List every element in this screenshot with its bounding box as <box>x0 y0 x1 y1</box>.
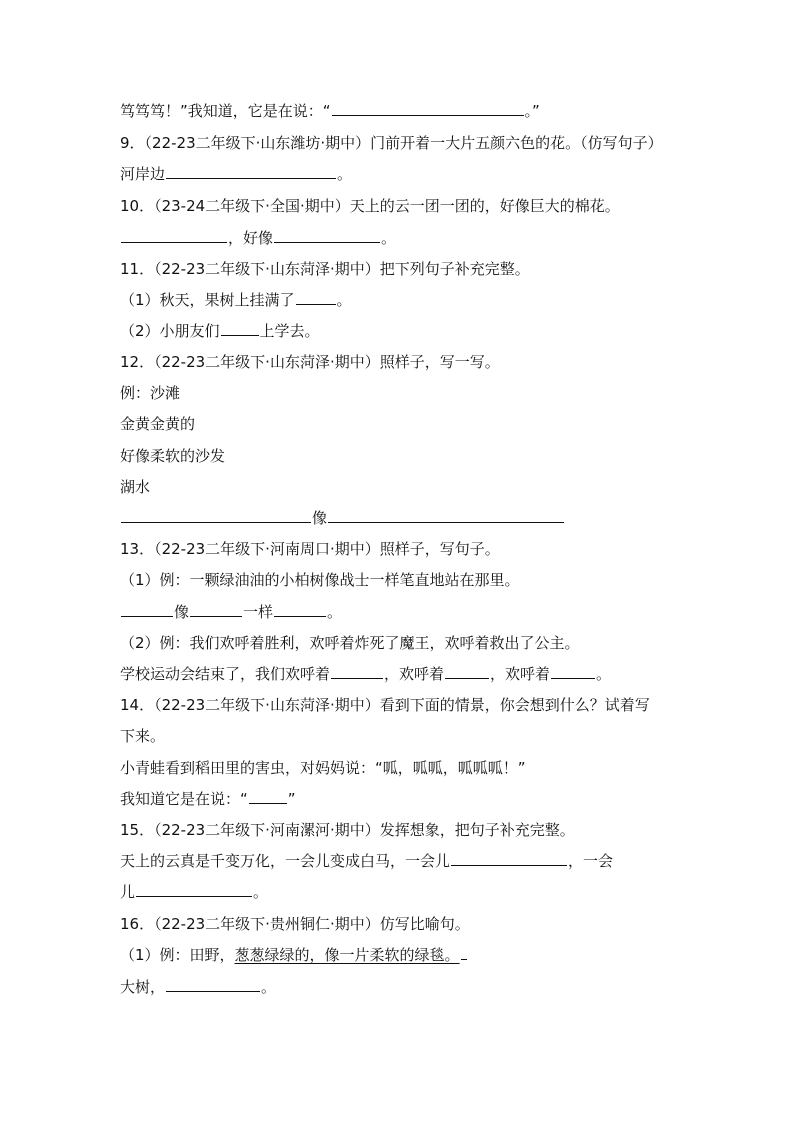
q15-sentence: 天上的云真是千变万化，一会儿变成白马，一会儿 ，一会 <box>120 852 614 870</box>
answer-blank[interactable] <box>136 881 252 897</box>
answer-blank[interactable] <box>331 663 383 679</box>
q14-scene: 小青蛙看到稻田里的害虫，对妈妈说：“呱，呱呱，呱呱呱！” <box>120 759 526 777</box>
q13-example1: （1）例：一颗绿油油的小柏树像战士一样笔直地站在那里。 <box>120 571 520 589</box>
q9-answer-line: 河岸边 。 <box>120 165 353 183</box>
q15-prompt: 15．（22-23二年级下·河南漯河·期中）发挥想象，把句子补充完整。 <box>120 821 575 839</box>
answer-blank[interactable] <box>121 227 227 243</box>
answer-blank[interactable] <box>121 507 311 523</box>
answer-blank[interactable] <box>332 100 524 116</box>
answer-blank[interactable] <box>296 289 336 305</box>
answer-blank[interactable] <box>249 788 287 804</box>
q12-prompt: 12．（22-23二年级下·山东菏泽·期中）照样子，写一写。 <box>120 353 500 371</box>
q16-example: （1）例：田野，葱葱绿绿的，像一片柔软的绿毯。 <box>120 943 468 967</box>
answer-blank[interactable] <box>166 976 260 992</box>
q14-prompt: 14．（22-23二年级下·山东菏泽·期中）看到下面的情景，你会想到什么？试着写 <box>120 696 650 714</box>
answer-blank[interactable] <box>274 227 380 243</box>
q8-text-end: 。” <box>524 102 540 120</box>
answer-blank[interactable] <box>551 663 595 679</box>
q10-prompt: 10．（23-24二年级下·全国·期中）天上的云一团一团的，好像巨大的棉花。 <box>120 197 620 215</box>
answer-blank[interactable] <box>451 850 567 866</box>
q11-prompt: 11．（22-23二年级下·山东菏泽·期中）把下列句子补充完整。 <box>120 260 530 278</box>
q12-example-word: 例：沙滩 <box>120 384 181 402</box>
q16-prompt: 16．（22-23二年级下·贵州铜仁·期中）仿写比喻句。 <box>120 915 470 933</box>
q13-answer2-line: 学校运动会结束了，我们欢呼着 ，欢呼着 ，欢呼着 。 <box>120 665 612 683</box>
q13-example2: （2）例：我们欢呼着胜利，欢呼着炸死了魔王，欢呼着救出了公主。 <box>120 634 580 652</box>
answer-blank[interactable] <box>121 601 173 617</box>
q12-example-simile: 好像柔软的沙发 <box>120 447 226 465</box>
underlined-example: 葱葱绿绿的，像一片柔软的绿毯。 <box>234 946 460 964</box>
q14-prompt-cont: 下来。 <box>120 727 166 745</box>
q12-example-desc: 金黄金黄的 <box>120 415 196 433</box>
q12-word: 湖水 <box>120 478 151 496</box>
answer-blank[interactable] <box>328 507 564 523</box>
q13-answer1-line: 像 一样 。 <box>120 600 342 624</box>
q9-prompt: 9．（22-23二年级下·山东潍坊·期中）门前开着一大片五颜六色的花。（仿写句子） <box>120 134 663 152</box>
answer-blank[interactable] <box>190 601 242 617</box>
q11-item1: （1）秋天，果树上挂满了 。 <box>120 291 352 309</box>
q8-line <box>120 99 540 123</box>
q16-answer-line: 大树， 。 <box>120 978 277 996</box>
q12-answer-line: 像 <box>120 506 565 530</box>
q11-item2: （2）小朋友们 上学去。 <box>120 322 320 340</box>
answer-blank[interactable] <box>166 163 336 179</box>
q14-answer-line: 我知道它是在说：“ ” <box>120 790 296 808</box>
answer-blank[interactable] <box>221 320 259 336</box>
q8-text: 笃笃笃！”我知道，它是在说：“ <box>120 102 331 120</box>
answer-blank[interactable] <box>445 663 489 679</box>
answer-blank[interactable] <box>274 601 326 617</box>
q13-prompt: 13．（22-23二年级下·河南周口·期中）照样子，写句子。 <box>120 540 500 558</box>
q10-answer-line: ，好像 。 <box>120 226 396 250</box>
q15-sentence-cont: 儿 。 <box>120 883 269 901</box>
